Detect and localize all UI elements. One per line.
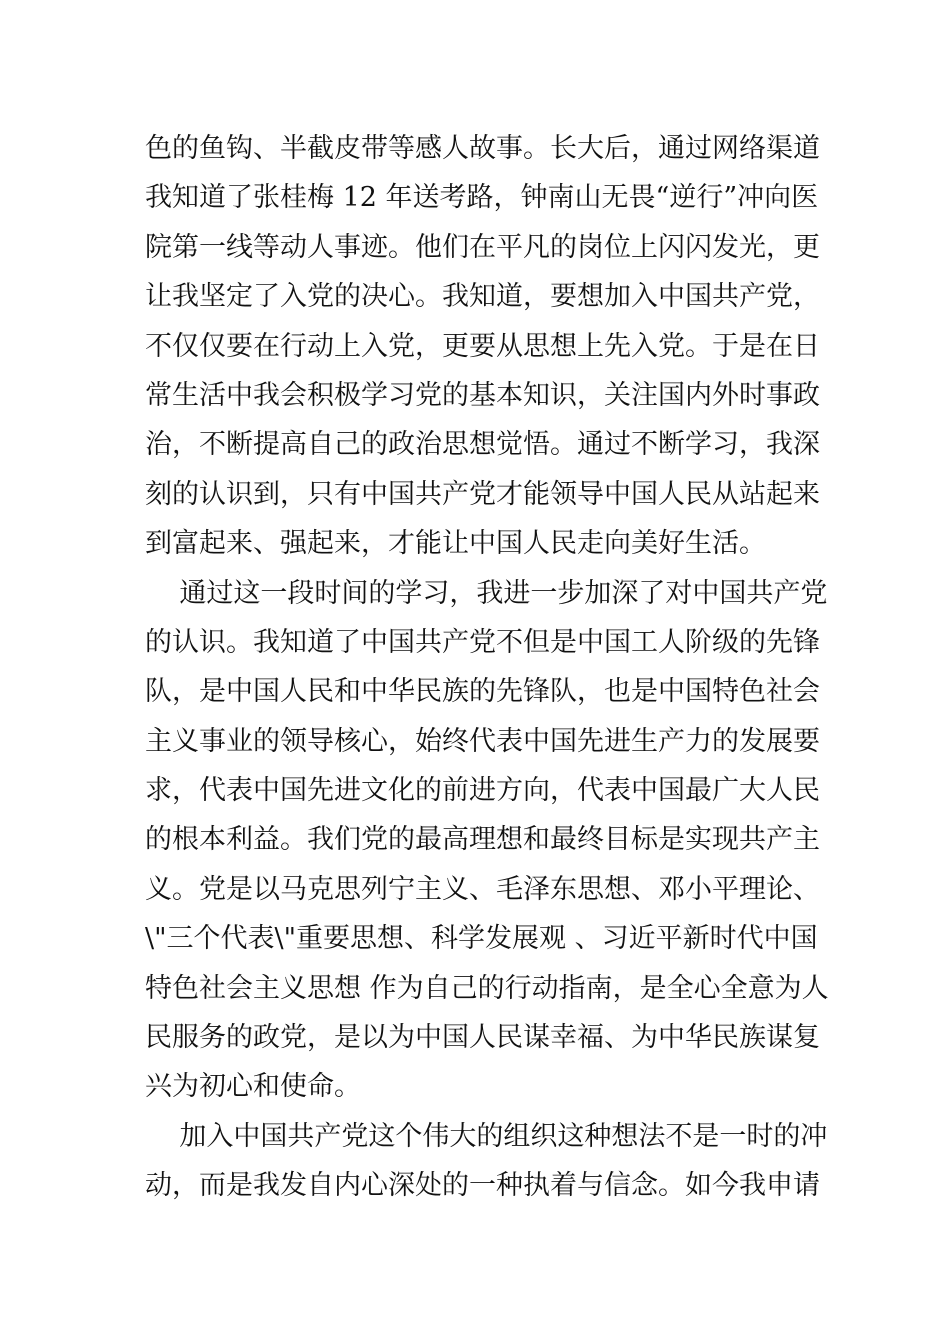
text-line: 求，代表中国先进文化的前进方向，代表中国最广大人民 bbox=[145, 775, 820, 807]
text-line: 我知道了张桂梅 12 年送考路，钟南山无畏“逆行”冲向医 bbox=[145, 182, 819, 214]
text-line: 动，而是我发自内心深处的一种执着与信念。如今我申请 bbox=[145, 1170, 820, 1202]
text-line: 让我坚定了入党的决心。我知道，要想加入中国共产党， bbox=[145, 281, 820, 313]
text-line: 到富起来、强起来，才能让中国人民走向美好生活。 bbox=[145, 528, 766, 560]
text-line: 特色社会主义思想 作为自己的行动指南，是全心全意为人 bbox=[145, 972, 829, 1004]
text-line: 治，不断提高自己的政治思想觉悟。通过不断学习，我深 bbox=[145, 429, 820, 461]
text-line: 的根本利益。我们党的最高理想和最终目标是实现共产主 bbox=[145, 824, 820, 856]
text-line: 色的鱼钩、半截皮带等感人故事。长大后，通过网络渠道 bbox=[145, 133, 820, 164]
text-line: 刻的认识到，只有中国共产党才能领导中国人民从站起来 bbox=[145, 478, 820, 510]
text-line: 民服务的政党，是以为中国人民谋幸福、为中华民族谋复 bbox=[145, 1022, 820, 1054]
paragraph-start-line: 加入中国共产党这个伟大的组织这种想法不是一时的冲 bbox=[145, 1120, 828, 1152]
text-line: 院第一线等动人事迹。他们在平凡的岗位上闪闪发光，更 bbox=[145, 231, 820, 263]
body-text bbox=[145, 124, 829, 1211]
text-line: 兴为初心和使命。 bbox=[145, 1071, 361, 1103]
text-line: 队，是中国人民和中华民族的先锋队，也是中国特色社会 bbox=[145, 676, 820, 708]
text-line: \"三个代表\"重要思想、科学发展观 、习近平新时代中国 bbox=[145, 923, 818, 955]
paragraph-start-line: 通过这一段时间的学习，我进一步加深了对中国共产党 bbox=[145, 577, 828, 609]
text-line: 不仅仅要在行动上入党，更要从思想上先入党。于是在日 bbox=[145, 330, 820, 362]
text-line: 义。党是以马克思列宁主义、毛泽东思想、邓小平理论、 bbox=[145, 873, 820, 905]
text-line: 的认识。我知道了中国共产党不但是中国工人阶级的先锋 bbox=[145, 626, 820, 658]
text-line: 主义事业的领导核心，始终代表中国先进生产力的发展要 bbox=[145, 725, 820, 757]
text-line: 常生活中我会积极学习党的基本知识，关注国内外时事政 bbox=[145, 379, 820, 411]
